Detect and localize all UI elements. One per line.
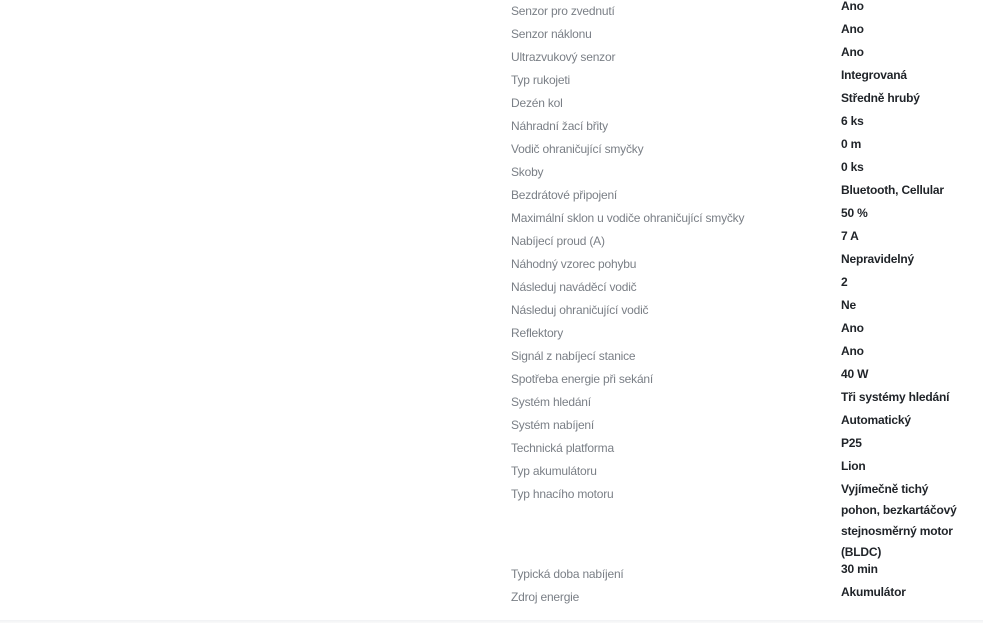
spec-value: Akumulátor <box>841 585 906 599</box>
spec-label: Náhodný vzorec pohybu <box>511 257 637 271</box>
spec-label: Systém hledání <box>511 395 591 409</box>
spec-label: Technická platforma <box>511 441 614 455</box>
spec-label: Spotřeba energie při sekání <box>511 372 654 386</box>
spec-value: P25 <box>841 436 862 450</box>
specifications-list <box>511 0 971 609</box>
spec-label: Typ akumulátoru <box>511 464 597 478</box>
spec-value: Ano <box>841 22 864 36</box>
spec-value: 50 % <box>841 206 868 220</box>
spec-value: Bluetooth, Cellular <box>841 183 944 197</box>
spec-label: Skoby <box>511 165 544 179</box>
spec-value: Automatický <box>841 413 911 427</box>
spec-value: Vyjímečně tichý pohon, bezkartáčový stejnosměrný motor (BLDC) <box>841 482 957 559</box>
spec-label: Zdroj energie <box>511 590 580 604</box>
spec-value: Nepravidelný <box>841 252 914 266</box>
spec-label: Vodič ohraničující smyčky <box>511 142 644 156</box>
spec-label: Senzor pro zvednutí <box>511 4 615 18</box>
spec-label: Maximální sklon u vodiče ohraničující smyčky <box>511 211 745 225</box>
spec-label: Systém nabíjení <box>511 418 595 432</box>
spec-value: Lion <box>841 459 866 473</box>
spec-value: Ano <box>841 0 864 13</box>
spec-label: Typ hnacího motoru <box>511 487 614 501</box>
spec-value: 6 ks <box>841 114 864 128</box>
spec-label: Bezdrátové připojení <box>511 188 618 202</box>
spec-value: Integrovaná <box>841 68 907 82</box>
spec-label: Náhradní žací břity <box>511 119 608 133</box>
spec-value: Ano <box>841 45 864 59</box>
spec-value: Ano <box>841 321 864 335</box>
spec-label: Senzor náklonu <box>511 27 592 41</box>
spec-label: Následuj ohraničující vodič <box>511 303 649 317</box>
spec-label: Reflektory <box>511 326 564 340</box>
spec-value: 0 ks <box>841 160 864 174</box>
spec-value: 40 W <box>841 367 869 381</box>
spec-label: Signál z nabíjecí stanice <box>511 349 636 363</box>
spec-value: Tři systémy hledání <box>841 390 950 404</box>
spec-label: Dezén kol <box>511 96 563 110</box>
spec-value: 2 <box>841 275 848 289</box>
spec-row-drive-motor <box>511 483 971 563</box>
spec-value: 30 min <box>841 562 878 576</box>
spec-label: Ultrazvukový senzor <box>511 50 616 64</box>
spec-label: Typ rukojeti <box>511 73 570 87</box>
spec-value: Středně hrubý <box>841 91 920 105</box>
spec-value: 0 m <box>841 137 862 151</box>
spec-label: Nabíjecí proud (A) <box>511 234 605 248</box>
spec-value: Ne <box>841 298 856 312</box>
spec-label: Následuj naváděcí vodič <box>511 280 637 294</box>
spec-value: Ano <box>841 344 864 358</box>
spec-label: Typická doba nabíjení <box>511 567 624 581</box>
spec-row-power-source <box>511 586 971 609</box>
spec-value: 7 A <box>841 229 859 243</box>
